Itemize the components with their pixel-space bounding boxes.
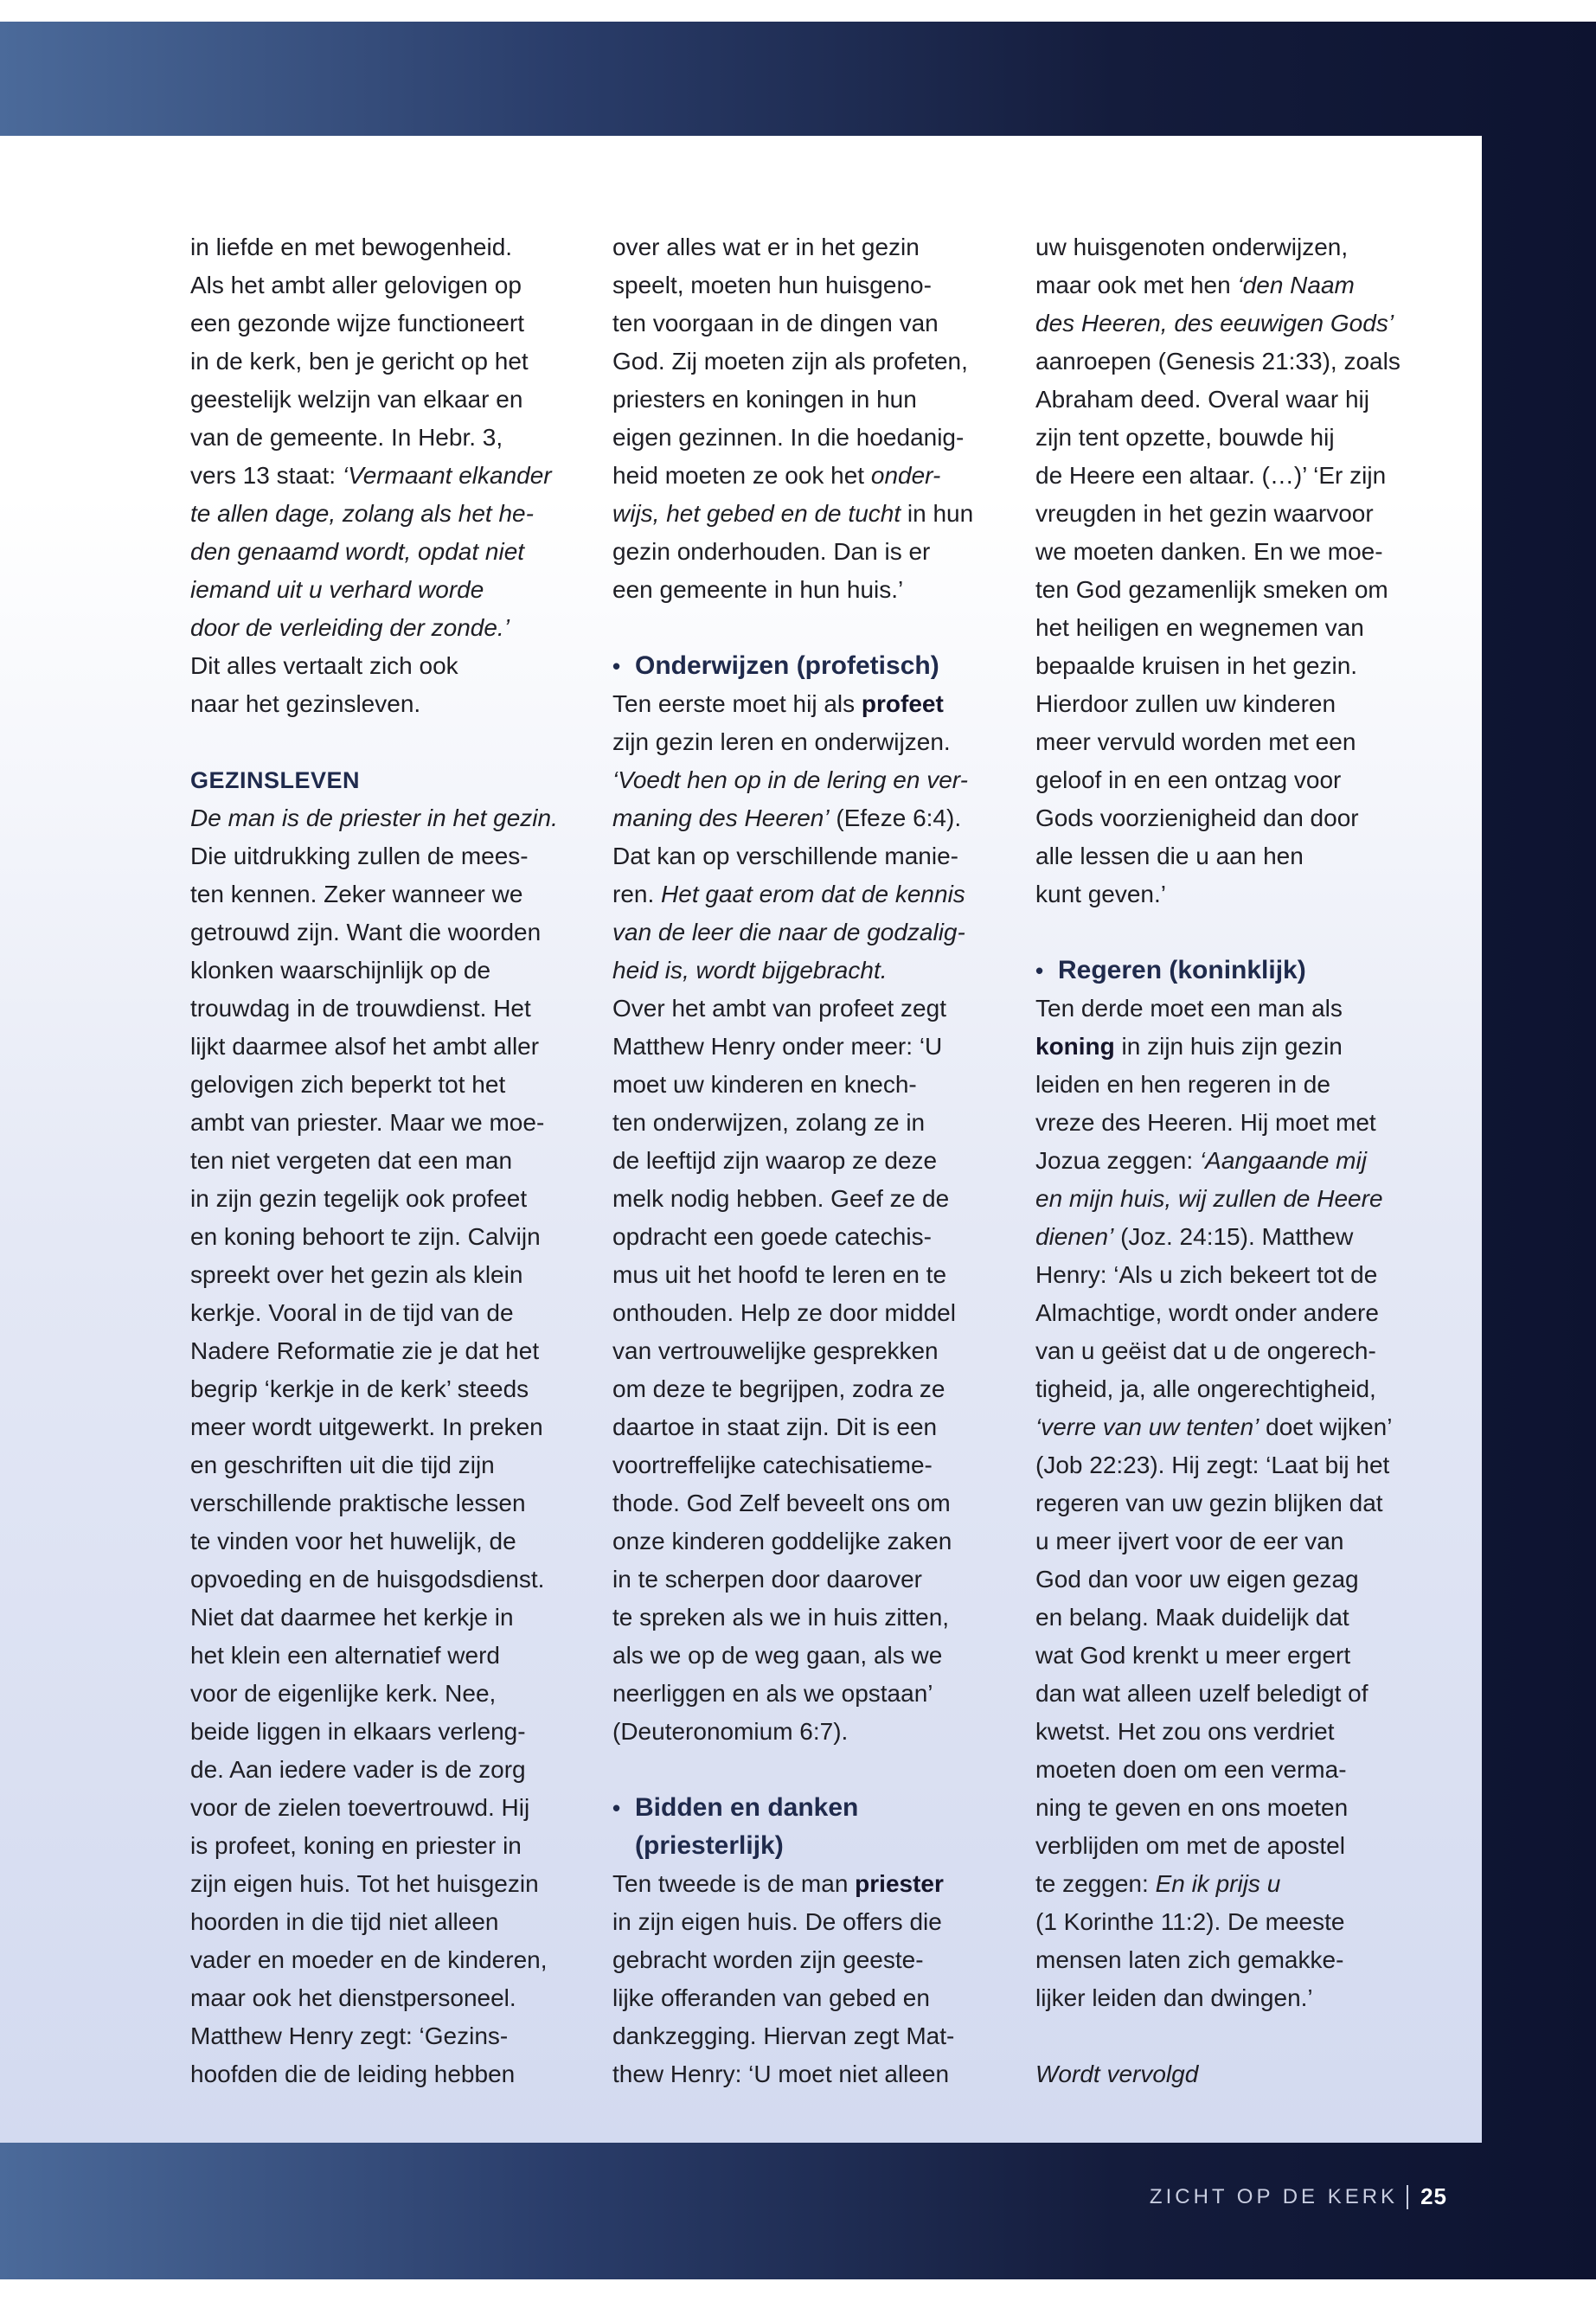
text-line: ning te geven en ons moeten — [1035, 1794, 1349, 1821]
text-line: van de leer die naar de godzalig- — [612, 919, 965, 945]
text-line: Jozua zeggen: ‘Aangaande mij — [1035, 1147, 1367, 1174]
closing-note: Wordt vervolgd — [1035, 2061, 1199, 2087]
text-line: zijn eigen huis. Tot het huisgezin — [190, 1870, 539, 1897]
text-line: regeren van uw gezin blijken dat — [1035, 1490, 1383, 1516]
text-line: wijs, het gebed en de tucht in hun — [612, 500, 974, 527]
text-line: tigheid, ja, alle ongerechtigheid, — [1035, 1375, 1376, 1402]
subheading-onderwijzen: • Onderwijzen (profetisch) — [612, 647, 1006, 685]
text-line: priesters en koningen in hun — [612, 386, 917, 413]
text-line: heid moeten ze ook het onder- — [612, 462, 941, 489]
subheading-regeren: • Regeren (koninklijk) — [1035, 952, 1429, 990]
text-line: Matthew Henry zegt: ‘Gezins- — [190, 2022, 509, 2049]
text-line: een gezonde wijze functioneert — [190, 310, 525, 336]
text-line: spreekt over het gezin als klein — [190, 1261, 523, 1288]
text-line: onze kinderen goddelijke zaken — [612, 1528, 952, 1554]
text-line: meer wordt uitgewerkt. In preken — [190, 1413, 543, 1440]
text-line: zijn gezin leren en onderwijzen. — [612, 728, 951, 755]
text-line: ten God gezamenlijk smeken om — [1035, 576, 1388, 603]
subheading-priesterlijk: (priesterlijk) — [635, 1831, 784, 1860]
text-line: opvoeding en de huisgodsdienst. — [190, 1566, 545, 1593]
text-line: in liefde en met bewogenheid. — [190, 234, 513, 260]
text-line: voortreffelijke catechisatieme- — [612, 1452, 933, 1478]
page-footer — [1150, 2183, 1447, 2210]
text-line: Ten tweede is de man priester — [612, 1870, 944, 1897]
text-line: Ten derde moet een man als — [1035, 995, 1343, 1022]
text-line: eigen gezinnen. In die hoedanig- — [612, 424, 965, 451]
text-line: moeten doen om een verma- — [1035, 1756, 1347, 1783]
text-line: te spreken als we in huis zitten, — [612, 1604, 950, 1631]
footer-divider — [1407, 2185, 1408, 2209]
text-line: God. Zij moeten zijn als profeten, — [612, 348, 968, 375]
text-line: over alles wat er in het gezin — [612, 234, 920, 260]
text-line: hoorden in die tijd niet alleen — [190, 1908, 499, 1935]
text-line: in te scherpen door daarover — [612, 1566, 922, 1593]
text-line: leiden en hen regeren in de — [1035, 1071, 1330, 1098]
text-line: ten kennen. Zeker wanneer we — [190, 881, 523, 907]
text-line: geestelijk welzijn van elkaar en — [190, 386, 523, 413]
section-heading-gezinsleven: GEZINSLEVEN — [190, 767, 361, 793]
text-line: vreugden in het gezin waarvoor — [1035, 500, 1374, 527]
text-line: dankzegging. Hiervan zegt Mat- — [612, 2022, 955, 2049]
bullet-icon: • — [612, 1795, 621, 1821]
text-line: God dan voor uw eigen gezag — [1035, 1566, 1359, 1593]
text-line: maar ook met hen ‘den Naam — [1035, 272, 1355, 298]
text-line: thew Henry: ‘U moet niet alleen — [612, 2061, 950, 2087]
text-line: koning in zijn huis zijn gezin — [1035, 1033, 1343, 1060]
text-line: ambt van priester. Maar we moe- — [190, 1109, 545, 1136]
text-line: voor de zielen toevertrouwd. Hij — [190, 1794, 530, 1821]
text-line: door de verleiding der zonde.’ — [190, 614, 510, 641]
text-line: om deze te begrijpen, zodra ze — [612, 1375, 945, 1402]
text-line: ren. Het gaat erom dat de kennis — [612, 881, 965, 907]
text-line: maning des Heeren’ (Efeze 6:4). — [612, 804, 962, 831]
text-line: Henry: ‘Als u zich bekeert tot de — [1035, 1261, 1378, 1288]
column-1 — [190, 228, 584, 2093]
content-panel — [0, 136, 1482, 2143]
text-line: van de gemeente. In Hebr. 3, — [190, 424, 503, 451]
text-line: (Deuteronomium 6:7). — [612, 1718, 849, 1745]
page-number: 25 — [1420, 2183, 1447, 2209]
text-line: dan wat alleen uzelf beledigt of — [1035, 1680, 1368, 1707]
text-line: het heiligen en wegnemen van — [1035, 614, 1364, 641]
text-line: Nadere Reformatie zie je dat het — [190, 1337, 540, 1364]
text-line: zijn tent opzette, bouwde hij — [1035, 424, 1335, 451]
text-line: moet uw kinderen en knech- — [612, 1071, 917, 1098]
text-line: ten onderwijzen, zolang ze in — [612, 1109, 926, 1136]
text-line: gebracht worden zijn geeste- — [612, 1946, 924, 1973]
text-line: den genaamd wordt, opdat niet — [190, 538, 525, 565]
text-line: Matthew Henry onder meer: ‘U — [612, 1033, 943, 1060]
text-line: te zeggen: En ik prijs u — [1035, 1870, 1281, 1897]
text-line: verblijden om met de apostel — [1035, 1832, 1345, 1859]
text-line: kwetst. Het zou ons verdriet — [1035, 1718, 1335, 1745]
text-line: naar het gezinsleven. — [190, 690, 421, 717]
text-line: te vinden voor het huwelijk, de — [190, 1528, 516, 1554]
text-line: geloof in en een ontzag voor — [1035, 766, 1342, 793]
text-line: thode. God Zelf beveelt ons om — [612, 1490, 951, 1516]
text-line: als we op de weg gaan, als we — [612, 1642, 943, 1669]
text-line: Niet dat daarmee het kerkje in — [190, 1604, 514, 1631]
text-line: ten niet vergeten dat een man — [190, 1147, 513, 1174]
text-line: kerkje. Vooral in de tijd van de — [190, 1299, 514, 1326]
text-line: iemand uit u verhard worde — [190, 576, 484, 603]
text-line: lijke offeranden van gebed en — [612, 1984, 930, 2011]
text-line: en mijn huis, wij zullen de Heere — [1035, 1185, 1383, 1212]
text-line: klonken waarschijnlijk op de — [190, 957, 491, 984]
text-line: ten voorgaan in de dingen van — [612, 310, 939, 336]
text-line: Dit alles vertaalt zich ook — [190, 652, 458, 679]
text-line: opdracht een goede catechis- — [612, 1223, 932, 1250]
text-line: vader en moeder en de kinderen, — [190, 1946, 548, 1973]
text-line: beide liggen in elkaars verleng- — [190, 1718, 526, 1745]
text-line: van u geëist dat u de ongerech- — [1035, 1337, 1376, 1364]
text-line: een gemeente in hun huis.’ — [612, 576, 904, 603]
text-line: hoofden die de leiding hebben — [190, 2061, 516, 2087]
text-line: vreze des Heeren. Hij moet met — [1035, 1109, 1376, 1136]
text-line: alle lessen die u aan hen — [1035, 843, 1304, 869]
text-line: voor de eigenlijke kerk. Nee, — [190, 1680, 497, 1707]
text-line: getrouwd zijn. Want die woorden — [190, 919, 542, 945]
text-line: het klein een alternatief werd — [190, 1642, 500, 1669]
text-line: begrip ‘kerkje in de kerk’ steeds — [190, 1375, 529, 1402]
text-line: onthouden. Help ze door middel — [612, 1299, 956, 1326]
text-line: ‘verre van uw tenten’ doet wijken’ — [1035, 1413, 1393, 1440]
text-line: Dat kan op verschillende manie- — [612, 843, 958, 869]
text-line: in zijn gezin tegelijk ook profeet — [190, 1185, 528, 1212]
text-line: trouwdag in de trouwdienst. Het — [190, 995, 531, 1022]
text-line: Hierdoor zullen uw kinderen — [1035, 690, 1336, 717]
text-line: in zijn eigen huis. De offers die — [612, 1908, 942, 1935]
text-line: Abraham deed. Overal waar hij — [1035, 386, 1369, 413]
text-line: kunt geven.’ — [1035, 881, 1166, 907]
text-line: daartoe in staat zijn. Dit is een — [612, 1413, 938, 1440]
text-line: meer vervuld worden met een — [1035, 728, 1356, 755]
text-line: we moeten danken. En we moe- — [1035, 538, 1383, 565]
text-line: in de kerk, ben je gericht op het — [190, 348, 529, 375]
bullet-icon: • — [1035, 958, 1044, 984]
text-line: Die uitdrukking zullen de mees- — [190, 843, 529, 869]
text-line: gezin onderhouden. Dan is er — [612, 538, 931, 565]
bullet-icon: • — [612, 653, 621, 679]
text-line: Almachtige, wordt onder andere — [1035, 1299, 1379, 1326]
text-line: De man is de priester in het gezin. — [190, 804, 558, 831]
text-line: te allen dage, zolang als het he- — [190, 500, 534, 527]
text-line: bepaalde kruisen in het gezin. — [1035, 652, 1358, 679]
text-line: dienen’ (Joz. 24:15). Matthew — [1035, 1223, 1354, 1250]
text-line: Als het ambt aller gelovigen op — [190, 272, 522, 298]
text-line: de leeftijd zijn waarop ze deze — [612, 1147, 938, 1174]
text-line: verschillende praktische lessen — [190, 1490, 526, 1516]
text-line: des Heeren, des eeuwigen Gods’ — [1035, 310, 1394, 336]
text-line: en geschriften uit die tijd zijn — [190, 1452, 495, 1478]
text-line: de Heere een altaar. (…)’ ‘Er zijn — [1035, 462, 1387, 489]
text-line: en belang. Maak duidelijk dat — [1035, 1604, 1349, 1631]
text-line: neerliggen en als we opstaan’ — [612, 1680, 933, 1707]
text-line: Over het ambt van profeet zegt — [612, 995, 946, 1022]
text-line: gelovigen zich beperkt tot het — [190, 1071, 506, 1098]
subheading-bidden-en-danken: • Bidden en danken — [612, 1789, 1006, 1827]
text-line: mensen laten zich gemakke- — [1035, 1946, 1344, 1973]
text-line: heid is, wordt bijgebracht. — [612, 957, 888, 984]
text-line: u meer ijvert voor de eer van — [1035, 1528, 1344, 1554]
text-line: de. Aan iedere vader is de zorg — [190, 1756, 526, 1783]
text-line: maar ook het dienstpersoneel. — [190, 1984, 516, 2011]
text-line: Gods voorzienigheid dan door — [1035, 804, 1359, 831]
text-line: van vertrouwelijke gesprekken — [612, 1337, 939, 1364]
text-line: speelt, moeten hun huisgeno- — [612, 272, 932, 298]
text-line: vers 13 staat: ‘Vermaant elkander — [190, 462, 552, 489]
text-line: ‘Voedt hen op in de lering en ver- — [612, 766, 968, 793]
column-3 — [1035, 228, 1429, 2093]
text-line: is profeet, koning en priester in — [190, 1832, 522, 1859]
text-line: aanroepen (Genesis 21:33), zoals — [1035, 348, 1401, 375]
text-line: lijker leiden dan dwingen.’ — [1035, 1984, 1313, 2011]
text-line: (Job 22:23). Hij zegt: ‘Laat bij het — [1035, 1452, 1390, 1478]
column-2 — [612, 228, 1006, 2093]
text-line: en koning behoort te zijn. Calvijn — [190, 1223, 541, 1250]
text-line: lijkt daarmee alsof het ambt aller — [190, 1033, 540, 1060]
text-line: wat God krenkt u meer ergert — [1035, 1642, 1351, 1669]
magazine-name: ZICHT OP DE KERK — [1149, 2184, 1399, 2208]
text-line: Ten eerste moet hij als profeet — [612, 690, 944, 717]
text-line: melk nodig hebben. Geef ze de — [612, 1185, 950, 1212]
text-line: (1 Korinthe 11:2). De meeste — [1035, 1908, 1345, 1935]
text-line: mus uit het hoofd te leren en te — [612, 1261, 947, 1288]
text-line: uw huisgenoten onderwijzen, — [1035, 234, 1349, 260]
